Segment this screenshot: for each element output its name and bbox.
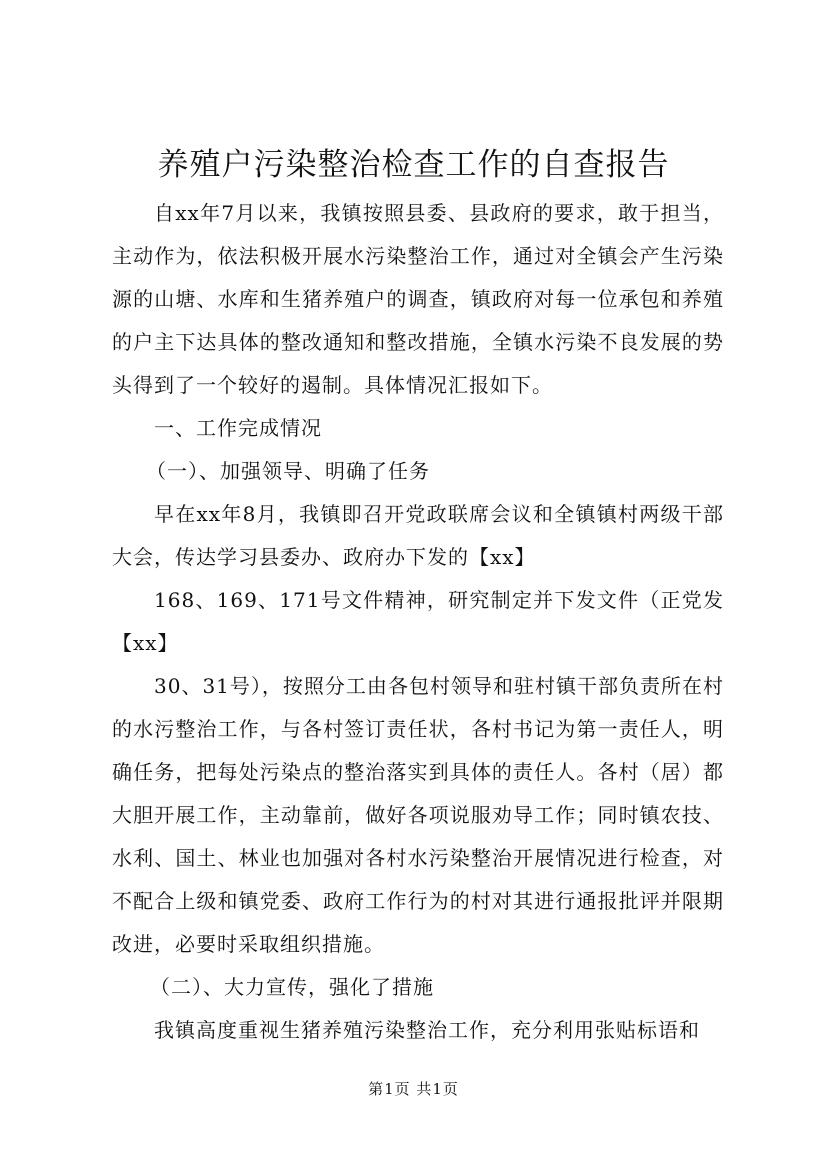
document-title: 养殖户污染整治检查工作的自查报告 (157, 147, 670, 183)
subsection-heading-leadership: （一）、加强领导、明确了任务 (146, 459, 430, 483)
page-number-footer: 第1页 共1页 (368, 1080, 459, 1098)
document-body (112, 192, 724, 1052)
body-paragraph: 我镇高度重视生猪养殖污染整治工作，充分利用张贴标语和 (154, 1018, 700, 1042)
section-heading-work-status: 一、工作完成情况 (154, 416, 322, 440)
intro-paragraph: 自xx年7月以来，我镇按照县委、县政府的要求，敢于担当，主动作为，依法积极开展水污染整治工作，通过对全镇会产生污染源的山塘、水库和生猪养殖户的调查，镇政府对每一位承包和养殖的户主下达具体的整改通知和整改措施，全镇水污染不良发展的势头得到了一个较好的遏制。具体情况汇报如下。 (112, 201, 724, 397)
body-paragraph: 早在xx年8月，我镇即召开党政联席会议和全镇镇村两级干部大会，传达学习县委办、政府办下发的【xx】 (112, 502, 724, 569)
subsection-heading-publicity: （二）、大力宣传，强化了措施 (150, 975, 434, 999)
body-paragraph: 168、169、171号文件精神，研究制定并下发文件（正党发【xx】 (112, 588, 724, 655)
body-paragraph: 30、31号），按照分工由各包村领导和驻村镇干部负责所在村的水污整治工作，与各村签订责任状，各村书记为第一责任人，明确任务，把每处污染点的整治落实到具体的责任人。各村（居）都大胆开展工作，主动靠前，做好各项说服劝导工作；同时镇农技、水利、国土、林业也加强对各村水污染整治开展情况进行检查，对不配合上级和镇党委、政府工作行为的村对其进行通报批评并限期改进，必要时采取组织措施。 (112, 674, 724, 956)
